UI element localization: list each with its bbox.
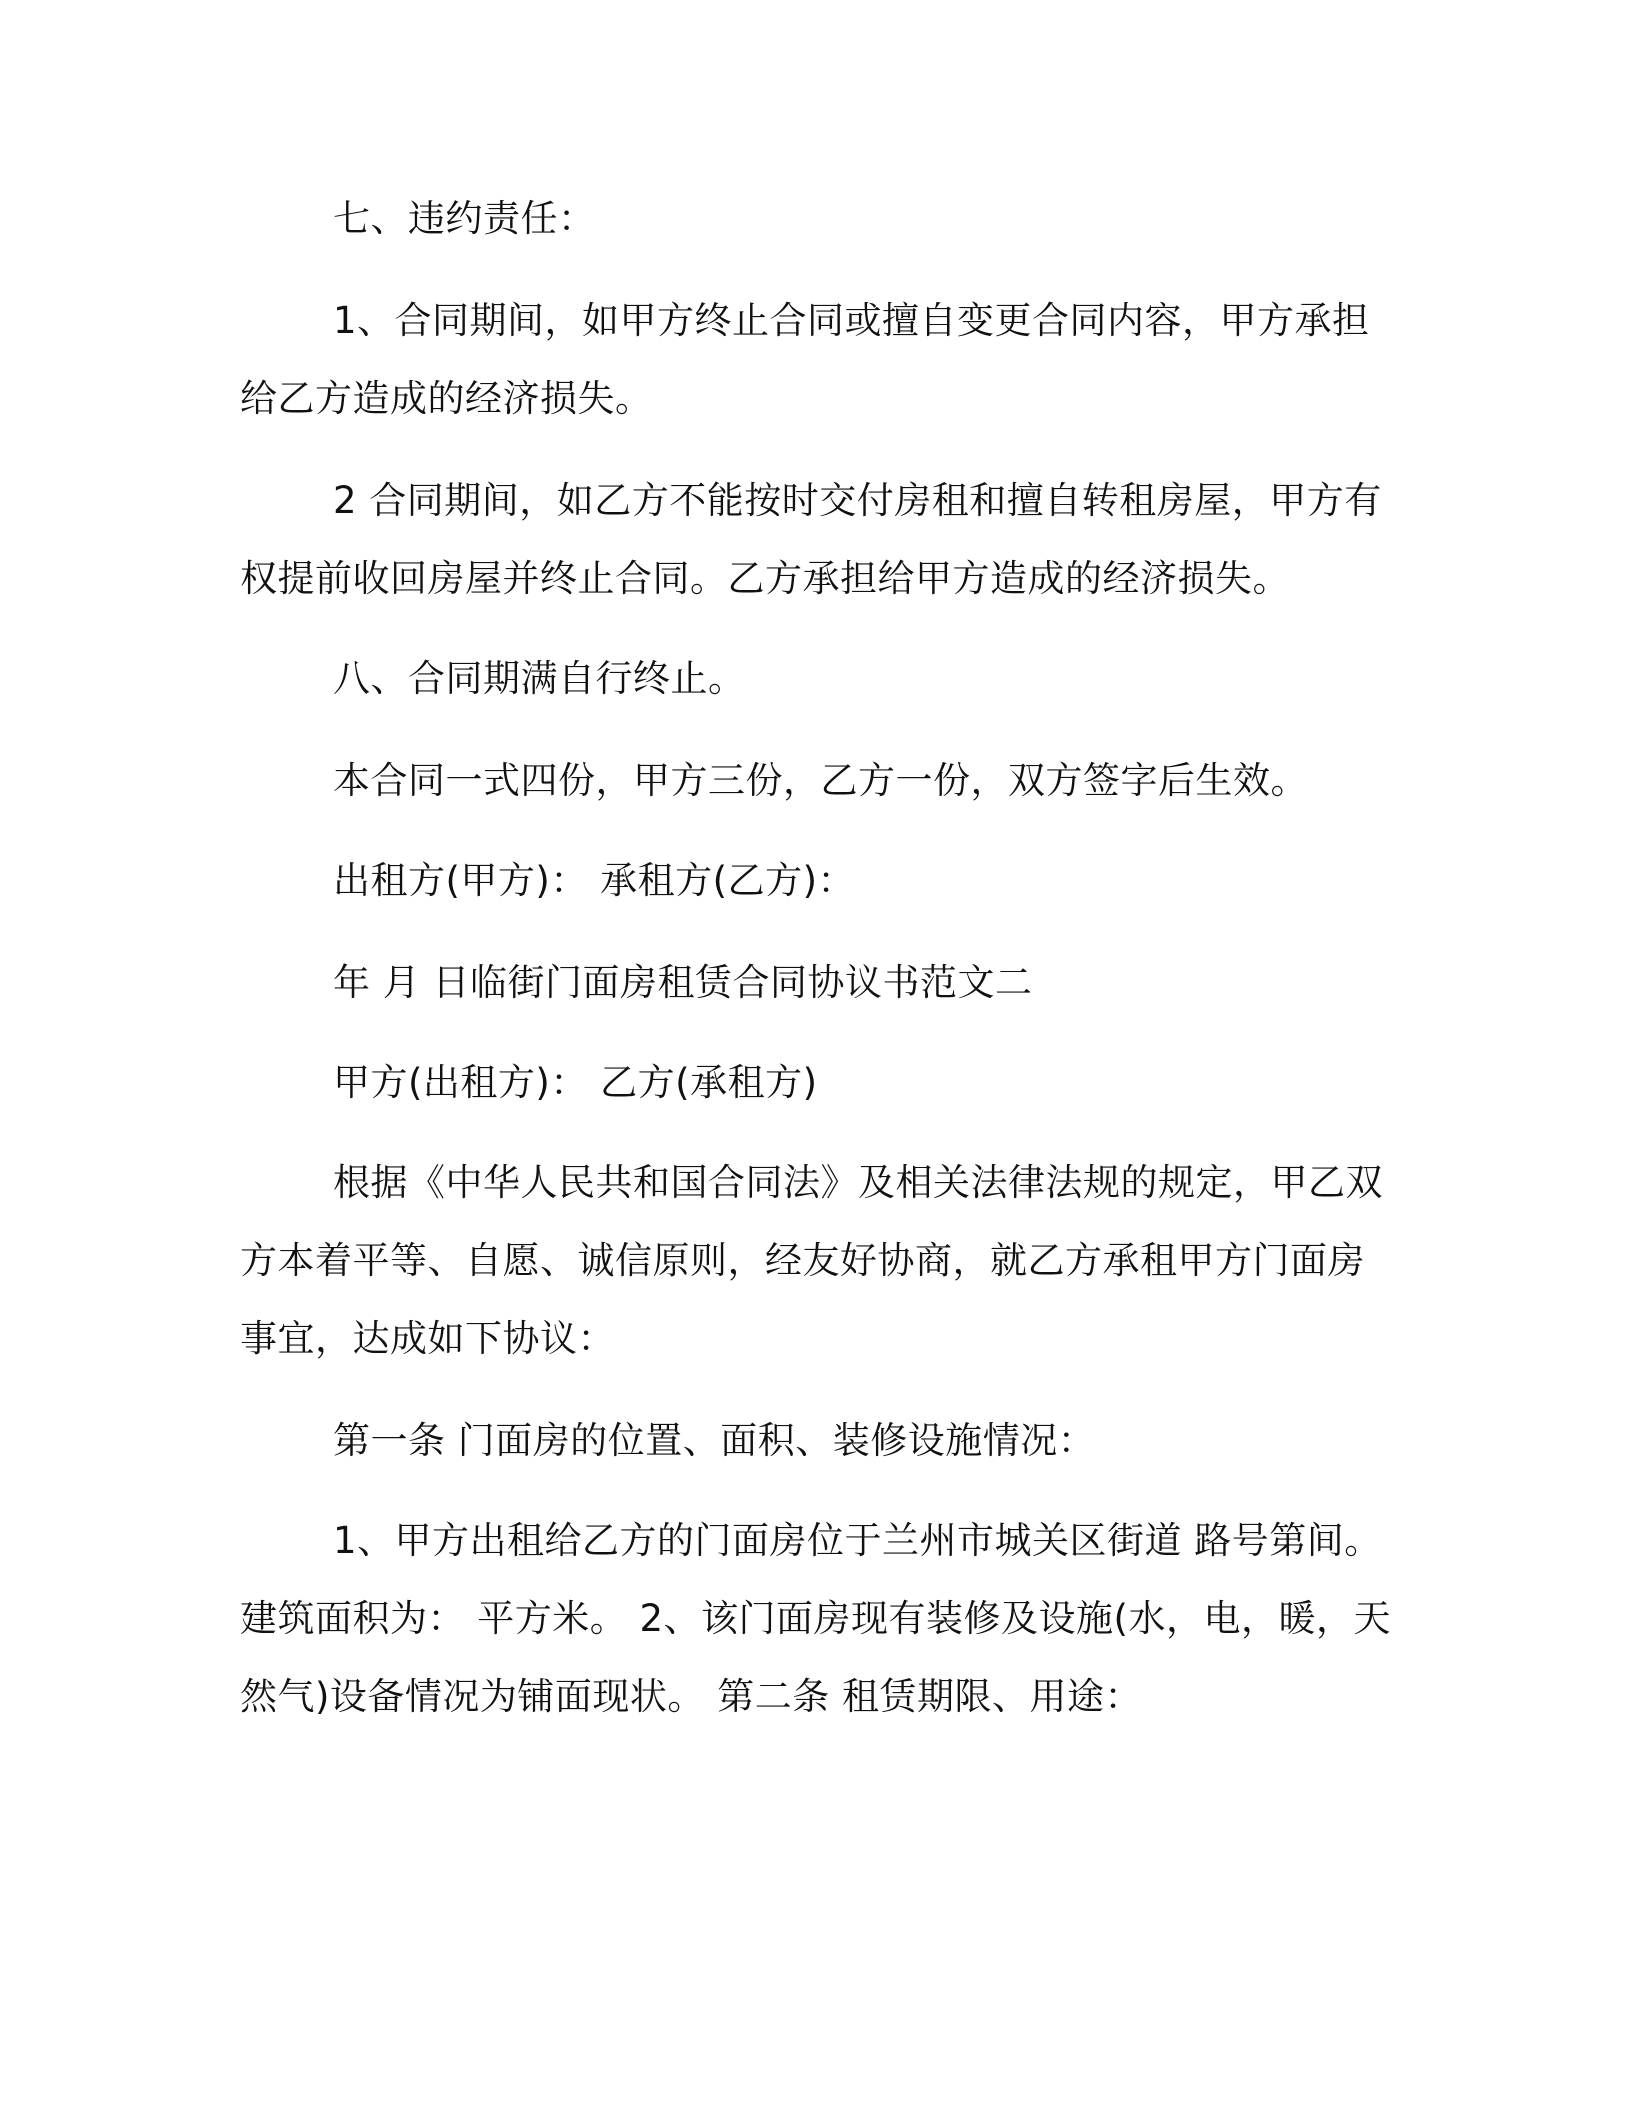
section-heading-expiry: 八、合同期满自行终止。: [333, 657, 746, 700]
clause-text-line: 建筑面积为： 平方米。 2、该门面房现有装修及设施(水，电，暖，天: [240, 1597, 1391, 1640]
date-and-title-line: 年 月 日临街门面房租赁合同协议书范文二: [333, 961, 1033, 1004]
signature-parties-line: 出租方(甲方)： 承租方(乙方)：: [333, 859, 856, 902]
preamble-text-line: 方本着平等、自愿、诚信原则，经友好协商，就乙方承租甲方门面房: [240, 1239, 1365, 1282]
clause-text-line: 给乙方造成的经济损失。: [240, 377, 653, 420]
clause-text-line: 1、甲方出租给乙方的门面房位于兰州市城关区街道 路号第间。: [333, 1519, 1382, 1562]
clause-text-line: 1、合同期间，如甲方终止合同或擅自变更合同内容，甲方承担: [333, 299, 1370, 342]
preamble-text-line: 事宜，达成如下协议：: [240, 1317, 615, 1360]
clause-text-line: 权提前收回房屋并终止合同。乙方承担给甲方造成的经济损失。: [240, 557, 1290, 600]
parties-line: 甲方(出租方)： 乙方(承租方): [333, 1061, 818, 1104]
section-heading-breach-liability: 七、违约责任：: [333, 197, 596, 240]
clause-text-line: 本合同一式四份，甲方三份，乙方一份，双方签字后生效。: [333, 759, 1308, 802]
clause-text-line: 2 合同期间，如乙方不能按时交付房租和擅自转租房屋，甲方有: [333, 479, 1382, 522]
preamble-text-line: 根据《中华人民共和国合同法》及相关法律法规的规定，甲乙双: [333, 1161, 1383, 1204]
article-heading-1: 第一条 门面房的位置、面积、装修设施情况：: [333, 1419, 1096, 1462]
clause-text-line: 然气)设备情况为铺面现状。 第二条 租赁期限、用途：: [240, 1675, 1142, 1718]
